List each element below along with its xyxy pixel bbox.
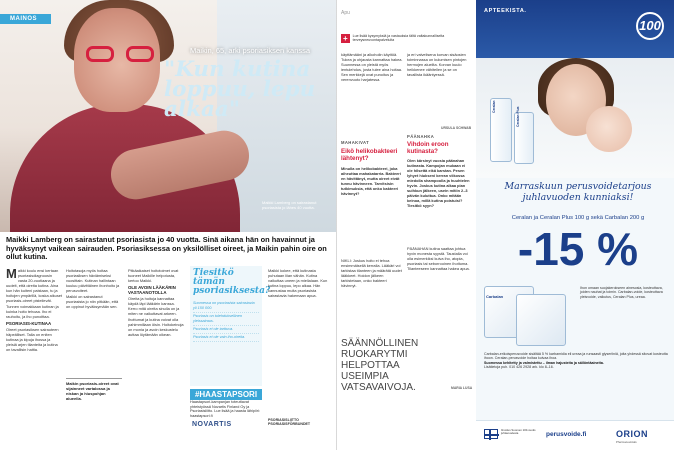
fine-print-contact: Lisätietoja puh. 010 426 2928 ark. klo 8–16.: [484, 365, 554, 370]
section-tag: MAINOS: [0, 14, 51, 24]
ad-footer: [476, 420, 674, 450]
fact-item: Psoriasis ei ole vain iho-oireita.: [193, 334, 259, 342]
author-signature: MARIA LUSA: [451, 386, 473, 390]
question-heading: Eikö helikobakteeri lähtenyt?: [341, 148, 398, 162]
dropcap: M: [6, 268, 17, 281]
orion-logo: ORION: [616, 429, 649, 439]
finland-100-logo: 100: [636, 12, 664, 40]
article-lead: Maikki Lamberg on sairastanut psoriasista jo 40 vuotta. Sinä aikana hän on havainnut ja hyväksynyt vaikean sairauden. Psoriasiksessa on yksilölliset oireet, ja Maikin pahin oire on ollut kutina.: [6, 235, 327, 262]
author-signature: URSULA SCHWAB: [441, 126, 472, 130]
product-box: [516, 294, 566, 346]
article-column-2: [66, 268, 122, 446]
subheading: PSORIASIS-KUTINAA: [6, 321, 52, 326]
page-topbar: Apu: [341, 10, 350, 16]
discount-badge: -15 %: [517, 223, 639, 275]
ad-headline: Marraskuun perusvoidetarjous juhlavuoden kunniaksi!: [504, 181, 652, 203]
pull-quote: Maikin psoriasis-oireet ovat sijainneet vartalossa ja niskan ja hiuspohjan alueella.: [66, 378, 122, 401]
article-column-1: [6, 268, 62, 446]
ad-tag: APTEEKISTA.: [484, 8, 527, 14]
question-text: Olen kärsinyt vuosia päänahan kutinasta. Kampojan mukaan ei ole hilsettä eikä karstan. Pesen lyhyet hiukseni kerran viikossa miedolla shampoolla ja huuhtelen hyvin. Joskus kutina alkaa pian suihkun jälkeen, usein mitiin 2–3 päivän kuluttua. Onko mitään keinoa, millä kutina poistuisi? Tiesitkö syyn?: [407, 158, 470, 208]
baby-face: [586, 106, 632, 152]
paragraph: Pitkäaikaiset hoitotoimet ovat tuoneet Maikille helpotusta, kertoo Maikki.: [128, 268, 179, 283]
question-text: Minulla on helikobakteeri, joka aiheuttaa mahakatarria. Bakteeri en hävittänyt, mutta oireet eivät tunnu hävinneen. Tarvitsisin tutkimuksia, että onko bakteeri hävinnyt?: [341, 166, 401, 196]
fact-item: Suomessa on psoriasista sairastavia yli 150 000.: [193, 300, 259, 313]
paragraph: Oireita ja hoitoja kannattaa käydä läpi lääkärin kanssa. Kerro mitä oireita sinulla on ja miten ne vaikuttavat arkeen.: [128, 296, 180, 316]
red-cross-icon: +: [342, 33, 348, 43]
ad-header: [476, 0, 674, 58]
ad-copy: Ihon omaan suojakerokseen ainesosia, kosteuttava, joiden nauhat ja toimin. Carbalan-voide, kosteuttava yleisvoide, vaikutus, Ceralan Plus, ureaa.: [580, 286, 663, 299]
flag-text: Ilmoitus Suomen 100-vuotis juhlavuodesta: [501, 428, 536, 436]
paragraph: Ihottumat ja kutina voivat olla pahimmillaan öisin. Hoitokeinoja on monia ja avoin keskustelu auttaa löytämään oikean.: [128, 317, 184, 337]
feature-headline: SÄÄNNÖLLINEN RUOKARYTMI HELPOTTAA USEIMPIA VATSAVAIVOJA.: [341, 338, 419, 393]
photo-caption: Maikki Lamberg on sairastanut psoriasista jo lähes 40 vuotta.: [262, 200, 317, 210]
health-service-logo: [341, 32, 481, 44]
right-page: [337, 0, 674, 450]
red-glasses: [86, 46, 154, 62]
campaign-hashtag: #HAASTAPSORI: [190, 389, 262, 400]
product-box-label: Carbalan: [486, 294, 504, 299]
subheading: OLE AVOIN LÄÄKÄRIN VASTAANOTOLLA: [128, 285, 176, 295]
ad-products: Ceralan ja Ceralan Plus 100 g sekä Carbalan 200 g: [511, 215, 645, 221]
paragraph: Maikki on sairastanut psoriasista jo niin pitkään, että on oppinut hyväksymään sen.: [66, 294, 119, 309]
info-sidebar: [190, 266, 333, 448]
product-tube: Ceralan: [490, 98, 512, 162]
fact-item: Psoriasis ei ole tarttuva.: [193, 326, 259, 334]
fine-print-bold: Suomessa kehitetty ja valmistettu – ilman hajusteita ja säilöntäaineita.: [484, 360, 604, 365]
answer-column: käyttämääni ja alkoholin käyttöä. Tukea ja ohjausta kannattaa hakea. Suunnessa on yleistä myös ientulehdus, josta tulee aina hoitaa. Sen merkkejä ovat punoitus ja verenvuoto harjatessa.: [341, 52, 403, 82]
hero-quote: "Kun kutina loppuu, lepu alkaa": [164, 57, 316, 122]
finland-flag-icon: [484, 429, 498, 439]
answer-text: PÄÄNAHAN kutina saattaa johtua hyvin monesta syystä. Taustalla voi olla esimerkiksi kuiva iho, atopia, psoriasis tai seborrooinen ihottuma. Tilanteeseen kannattaa hakea apua.: [407, 246, 470, 271]
answer-text: NIKLI: Joskus hoito ei tehoa ensimmäisellä kerralla. Lääkäri voi tarkistaa tilanteen ja määrätä uudet lääkkeet. Hoidon jälkeen tarkistetaan, onko bakteeri hävinnyt.: [341, 258, 402, 288]
advertisement: [476, 0, 674, 450]
paragraph: Tunnen voimakkaan kutinan ja kuinka hoito tehoaa. Iho ei rauhoitu, ja iho punoittaa.: [6, 304, 59, 319]
psoriasisliitto-logo: PSORIASISLIITTO PSORIASISFÖRBUNDET: [268, 418, 311, 427]
campaign-text: Haastapsori-kampanjan toteuttavat yhteistyössä Novartis Finland Oy ja Psoriasisliitto. Lue lisää ja haasta lähipiiri: haastapsori.fi: [190, 400, 260, 418]
article-column-4: Maikki kokee, että kutinasta puhutaan liian vähän. Kutina vaikuttaa uneen ja mielialaan. Kun kutina loppuu, lepo alkaa. Hän kannustaa muita psoriasista sairastavia hakemaan apua.: [268, 268, 328, 298]
question-heading: Vihdoin eroon kutinasta?: [407, 141, 449, 155]
paragraph: Oireet psoriasiksen sairauteen häpeälliset. Talla on eniten kutinaa ja kipuja ihossa ja yleisiä arjen tilanteita ja kutina on tavallisin haitta.: [6, 327, 59, 352]
paragraph: Hoitotasoja myös hoitaa psoriasiksen häviämiseksi vuosittain. Kutinan hallintaan kuuluu päivittäinen ihonhoito ja perusvoiteet.: [66, 268, 120, 293]
facts-box: [190, 266, 271, 386]
ad-photo: [476, 58, 674, 178]
fact-item: Psoriasis on tulehduksellinen yleissairaus.: [193, 313, 259, 326]
paragraph: aikki koulu ensi kertaan psoriasisdiagnoosin vasta 20-vuotiaana ja uudelt, että oireita kutina. Aina kun hän kuiteni paistaan, tu ja hoitojen ympärillä, koska aikuset psoriasis-oireet pisteilevät.: [6, 268, 62, 303]
facts-title: Tiesitkö tämän psoriasiksesta?: [193, 268, 271, 296]
fine-print-text: Carbalan-erikoisperusvoide sisältää 5 % karbamidia eli ureaa ja runsaasti glyseriiniä, joita yhdessä sitovat kosteutta ihoon. Ceralan-perusvoide hoitaa kuivaa ihoa.: [484, 352, 668, 361]
section-label: MAHAKIVAT: [341, 140, 370, 145]
ad-fine-print: [484, 352, 668, 370]
website-link[interactable]: perusvoide.fi: [546, 431, 587, 438]
section-label: PÄÄNAHKA: [407, 134, 435, 139]
product-tube: Ceralan Plus: [514, 112, 534, 164]
orion-subtitle: Pharmaceuticals: [616, 440, 637, 444]
article-column-3: [128, 268, 184, 446]
hero-caption: Maikin, 65, arki psoriasiksen kanssa: [190, 46, 311, 55]
answer-column: ja eri valvelisena korvan sisäosien toiminnassa on kulumisen pintojen hermojen alueilta. Korvan kuulo heikkenee vähitellen ja se on tavallista ikääntyessä.: [407, 52, 467, 77]
novartis-logo: NOVARTIS: [192, 421, 232, 428]
logo-text: Lue lisää kysymyksiä ja vastauksia tältä valtakunnalliselta terveysneuvontapalvelulta: [352, 34, 445, 42]
